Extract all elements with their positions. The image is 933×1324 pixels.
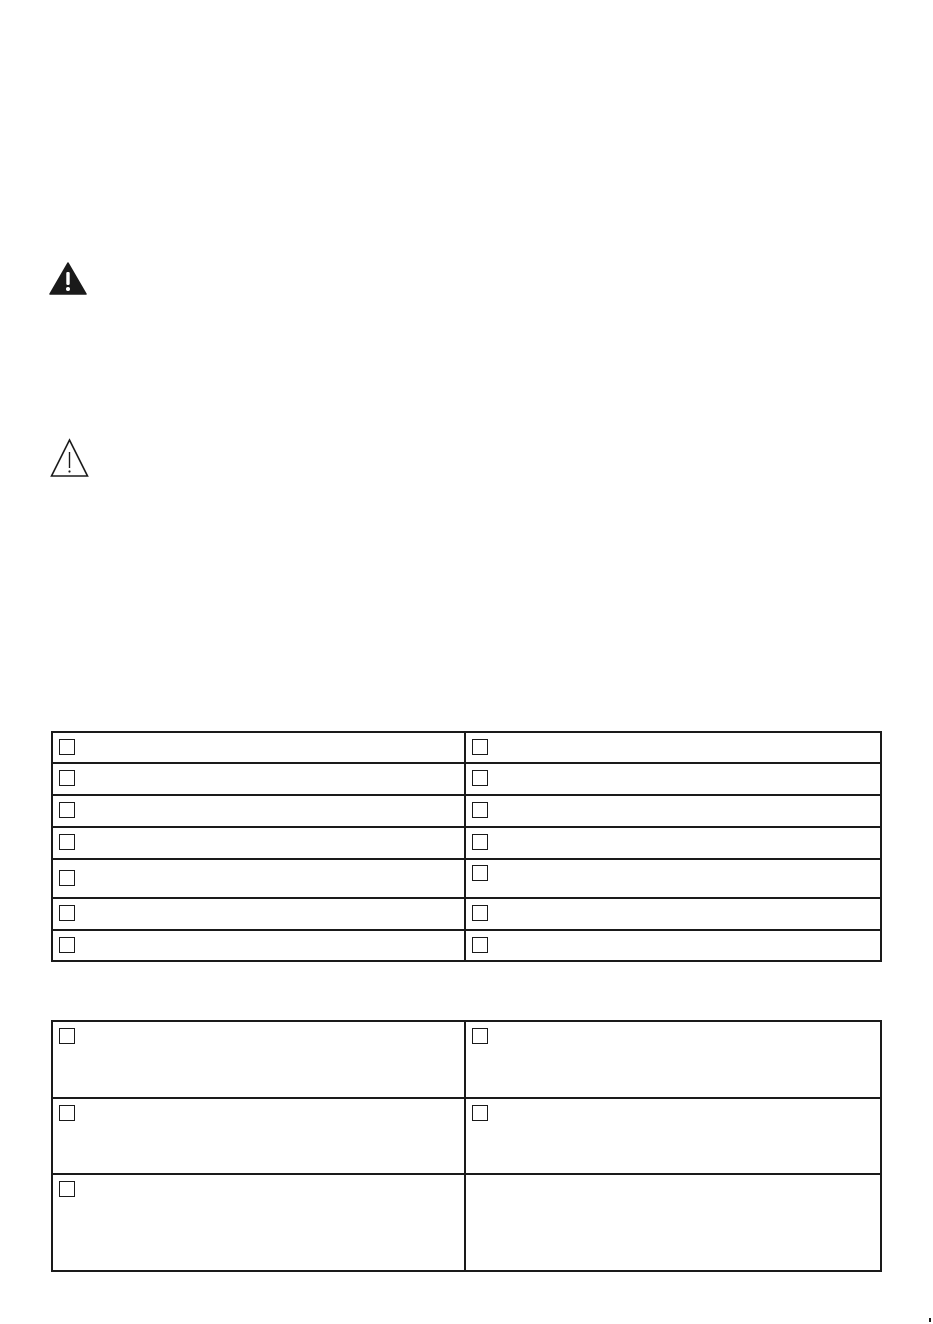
checkbox[interactable] — [59, 937, 75, 953]
table-cell — [465, 763, 881, 795]
table-cell — [52, 898, 465, 930]
table-row — [52, 930, 881, 961]
warning-outline-icon — [50, 438, 89, 478]
table-cell — [52, 859, 465, 898]
checklist-table-2 — [51, 1020, 882, 1272]
checkbox[interactable] — [472, 1028, 488, 1044]
table-cell — [465, 1098, 881, 1174]
table-row — [52, 827, 881, 859]
page-edge-mark — [929, 1318, 931, 1322]
checkbox[interactable] — [59, 770, 75, 786]
checkbox[interactable] — [472, 1105, 488, 1121]
table-cell-empty — [465, 1174, 881, 1271]
table-cell — [465, 898, 881, 930]
table-cell — [52, 795, 465, 827]
table-cell — [465, 732, 881, 763]
checkbox[interactable] — [59, 1028, 75, 1044]
table-cell — [465, 859, 881, 898]
checkbox[interactable] — [59, 870, 75, 886]
checkbox[interactable] — [472, 865, 488, 881]
checkbox[interactable] — [59, 905, 75, 921]
table-cell — [52, 827, 465, 859]
table-row — [52, 1098, 881, 1174]
table-cell — [52, 1098, 465, 1174]
checkbox[interactable] — [59, 1105, 75, 1121]
table-row — [52, 859, 881, 898]
checkbox[interactable] — [59, 834, 75, 850]
checkbox[interactable] — [472, 905, 488, 921]
table-cell — [52, 1021, 465, 1098]
table-cell — [465, 795, 881, 827]
table-row — [52, 1174, 881, 1271]
checkbox[interactable] — [59, 1181, 75, 1197]
table-row — [52, 732, 881, 763]
table-cell — [465, 1021, 881, 1098]
checkbox[interactable] — [472, 739, 488, 755]
table-cell — [52, 732, 465, 763]
table-cell — [465, 930, 881, 961]
table-row — [52, 763, 881, 795]
table-cell — [52, 1174, 465, 1271]
checkbox[interactable] — [472, 937, 488, 953]
checkbox[interactable] — [59, 739, 75, 755]
checkbox[interactable] — [472, 770, 488, 786]
checkbox[interactable] — [59, 802, 75, 818]
table-cell — [52, 930, 465, 961]
checkbox[interactable] — [472, 834, 488, 850]
checklist-table-1 — [51, 731, 882, 962]
table-row — [52, 898, 881, 930]
table-cell — [52, 763, 465, 795]
checkbox[interactable] — [472, 802, 488, 818]
table-row — [52, 795, 881, 827]
table-cell — [465, 827, 881, 859]
table-row — [52, 1021, 881, 1098]
warning-filled-icon — [49, 262, 87, 295]
